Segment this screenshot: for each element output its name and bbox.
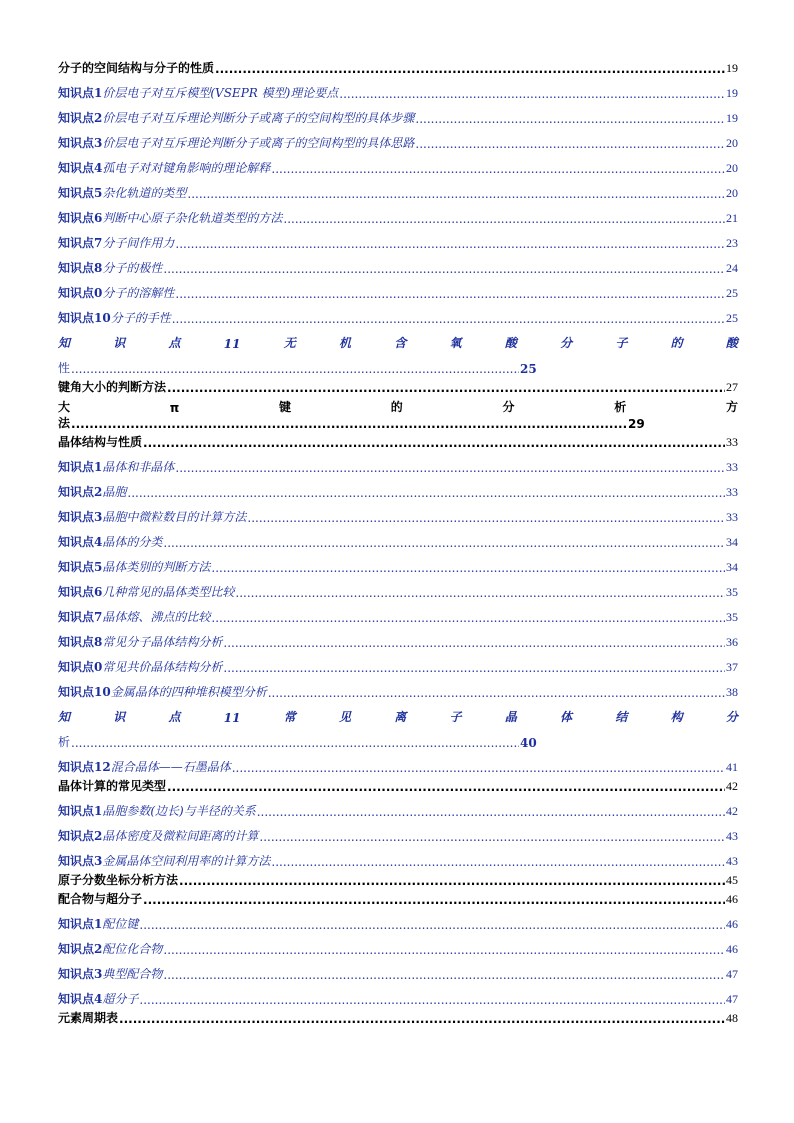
toc-title-char: 体 — [560, 710, 573, 724]
toc-leader-dots — [143, 436, 725, 450]
toc-leader-dots — [175, 461, 725, 475]
toc-subentry[interactable] — [58, 750, 738, 775]
toc-entry-label: 知识点4 — [58, 992, 103, 1006]
toc-entry-title: 晶体和非晶体 — [102, 460, 175, 474]
toc-title-char: 酸 — [725, 336, 738, 350]
toc-leader-dots — [163, 968, 725, 982]
toc-subentry[interactable] — [58, 600, 738, 625]
toc-title-char: 见 — [339, 710, 352, 724]
toc-page-number: 46 — [726, 892, 738, 906]
toc-entry-title: 判断中心原子杂化轨道类型的方法 — [102, 211, 283, 225]
toc-leader-dots — [175, 287, 725, 301]
toc-entry-label: 知识点1 — [58, 804, 103, 818]
toc-entry-title: 孤电子对对键角影响的理论解释 — [102, 161, 271, 175]
toc-page-number: 20 — [726, 161, 738, 175]
toc-entry-label: 知识点2 — [58, 829, 103, 843]
toc-page-number: 29 — [628, 417, 645, 431]
toc-section-entry[interactable] — [58, 1007, 738, 1026]
toc-entry-title: 晶体熔、沸点的比较 — [102, 610, 211, 624]
toc-entry-label: 知识点12 — [58, 760, 111, 774]
toc-entry-title: 常见分子晶体结构分析 — [102, 635, 223, 649]
toc-subentry[interactable] — [58, 500, 738, 525]
toc-title-char: 点 — [168, 336, 181, 350]
toc-entry-title-spread[interactable] — [58, 395, 738, 415]
toc-page-number: 40 — [520, 736, 537, 750]
toc-entry-title: 混合晶体——石墨晶体 — [110, 760, 231, 774]
toc-leader-dots — [143, 893, 725, 907]
toc-leader-dots — [223, 661, 725, 675]
toc-page-number: 24 — [726, 261, 738, 275]
toc-title-char: 析 — [58, 735, 71, 749]
toc-subentry[interactable] — [58, 550, 738, 575]
toc-subentry[interactable] — [58, 575, 738, 600]
toc-subentry[interactable] — [58, 76, 738, 101]
toc-entry-title: 杂化轨道的类型 — [102, 186, 187, 200]
toc-leader-dots — [71, 417, 627, 431]
toc-subentry[interactable] — [58, 982, 738, 1007]
toc-page-number: 23 — [726, 236, 738, 250]
toc-entry-title: 晶体结构与性质 — [58, 435, 143, 449]
toc-leader-dots — [172, 312, 725, 326]
toc-subentry[interactable] — [58, 932, 738, 957]
toc-entry-label: 知识点10 — [58, 311, 111, 325]
toc-entry-title-spread[interactable] — [58, 326, 738, 351]
toc-title-char: 常 — [283, 710, 296, 724]
toc-leader-dots — [119, 1012, 725, 1026]
toc-entry-label: 知识点7 — [58, 236, 103, 250]
toc-page-number: 34 — [726, 560, 738, 574]
toc-leader-dots — [415, 112, 725, 126]
toc-leader-dots — [163, 262, 725, 276]
toc-page-number: 33 — [726, 510, 738, 524]
toc-title-char: 无 — [283, 336, 296, 350]
toc-leader-dots — [415, 137, 725, 151]
toc-leader-dots — [167, 780, 725, 794]
toc-subentry[interactable] — [58, 176, 738, 201]
toc-page-number: 35 — [726, 610, 738, 624]
toc-subentry[interactable] — [58, 301, 738, 326]
toc-page-number: 35 — [726, 585, 738, 599]
toc-page-number: 27 — [726, 380, 738, 394]
toc-entry-title-continued[interactable] — [58, 351, 738, 376]
toc-entry-title: 常见共价晶体结构分析 — [102, 660, 223, 674]
toc-leader-dots — [271, 162, 725, 176]
toc-subentry[interactable] — [58, 844, 738, 869]
toc-entry-title: 金属晶体的四种堆积模型分析 — [110, 685, 267, 699]
toc-entry-label: 知识点3 — [58, 510, 103, 524]
toc-leader-dots — [167, 381, 725, 395]
toc-title-char: 酸 — [504, 336, 517, 350]
toc-subentry[interactable] — [58, 957, 738, 982]
toc-entry-title: 价层电子对互斥理论判断分子或离子的空间构型的具体步骤 — [102, 111, 415, 125]
toc-subentry[interactable] — [58, 650, 738, 675]
toc-entry-label: 知识点7 — [58, 610, 103, 624]
toc-subentry[interactable] — [58, 151, 738, 176]
toc-section-entry[interactable] — [58, 376, 738, 395]
toc-title-char: π — [169, 401, 180, 415]
toc-subentry[interactable] — [58, 794, 738, 819]
table-of-contents — [58, 57, 738, 1026]
toc-entry-title: 分子的手性 — [110, 311, 171, 325]
toc-title-char: 子 — [615, 336, 628, 350]
toc-leader-dots — [163, 536, 725, 550]
toc-leader-dots — [211, 561, 725, 575]
toc-subentry[interactable] — [58, 819, 738, 844]
toc-entry-title: 分子的极性 — [102, 261, 163, 275]
toc-page-number: 20 — [726, 136, 738, 150]
toc-subentry[interactable] — [58, 251, 738, 276]
toc-subentry[interactable] — [58, 101, 738, 126]
toc-page-number: 19 — [726, 111, 738, 125]
toc-entry-label: 知识点1 — [58, 86, 103, 100]
toc-title-char: 11 — [223, 337, 241, 351]
toc-entry-label: 知识点1 — [58, 917, 103, 931]
toc-entry-title: 配合物与超分子 — [58, 892, 143, 906]
toc-section-entry[interactable] — [58, 869, 738, 888]
toc-entry-title: 分子的空间结构与分子的性质 — [58, 61, 215, 75]
toc-entry-title: 金属晶体空间利用率的计算方法 — [102, 854, 271, 868]
toc-title-char: 的 — [390, 400, 403, 414]
toc-title-char: 11 — [223, 711, 241, 725]
toc-leader-dots — [211, 611, 725, 625]
toc-subentry[interactable] — [58, 625, 738, 650]
toc-entry-title: 分子间作用力 — [102, 236, 175, 250]
toc-subentry[interactable] — [58, 907, 738, 932]
toc-entry-title: 几种常见的晶体类型比较 — [102, 585, 235, 599]
toc-page-number: 25 — [520, 362, 537, 376]
toc-subentry[interactable] — [58, 475, 738, 500]
toc-page-number: 47 — [726, 992, 738, 1006]
toc-title-char: 识 — [113, 336, 126, 350]
toc-title-char: 分 — [502, 400, 515, 414]
toc-title-char: 晶 — [504, 710, 517, 724]
toc-entry-title: 晶体的分类 — [102, 535, 163, 549]
toc-page-number: 47 — [726, 967, 738, 981]
toc-page-number: 19 — [726, 86, 738, 100]
toc-entry-label: 知识点8 — [58, 635, 103, 649]
toc-leader-dots — [235, 586, 725, 600]
toc-entry-title: 配位化合物 — [102, 942, 163, 956]
toc-entry-label: 知识点2 — [58, 485, 103, 499]
toc-entry-label: 知识点3 — [58, 967, 103, 981]
toc-section-entry[interactable] — [58, 888, 738, 907]
toc-title-char: 分 — [560, 336, 573, 350]
toc-entry-label: 知识点0 — [58, 286, 103, 300]
toc-leader-dots — [187, 187, 725, 201]
toc-leader-dots — [163, 943, 725, 957]
toc-entry-label: 知识点5 — [58, 186, 103, 200]
toc-leader-dots — [179, 874, 725, 888]
toc-page-number: 46 — [726, 917, 738, 931]
toc-leader-dots — [268, 686, 725, 700]
toc-leader-dots — [339, 87, 725, 101]
toc-entry-label: 知识点2 — [58, 942, 103, 956]
toc-entry-label: 知识点6 — [58, 585, 103, 599]
toc-title-char: 的 — [670, 336, 683, 350]
toc-page-number: 19 — [726, 61, 738, 75]
toc-leader-dots — [71, 736, 519, 750]
toc-page-number: 20 — [726, 186, 738, 200]
toc-page-number: 25 — [726, 286, 738, 300]
toc-title-char: 结 — [615, 710, 628, 724]
toc-entry-label: 知识点1 — [58, 460, 103, 474]
toc-title-char: 识 — [113, 710, 126, 724]
toc-leader-dots — [223, 636, 725, 650]
toc-section-entry[interactable] — [58, 57, 738, 76]
toc-leader-dots — [127, 486, 725, 500]
toc-entry-label: 知识点4 — [58, 161, 103, 175]
toc-title-char: 构 — [670, 710, 683, 724]
toc-subentry[interactable] — [58, 276, 738, 301]
toc-title-char: 性 — [58, 361, 71, 375]
toc-leader-dots — [257, 805, 725, 819]
toc-subentry[interactable] — [58, 226, 738, 251]
toc-title-char: 机 — [339, 336, 352, 350]
toc-leader-dots — [175, 237, 725, 251]
toc-entry-label: 知识点10 — [58, 685, 111, 699]
toc-leader-dots — [259, 830, 725, 844]
toc-entry-label: 知识点4 — [58, 535, 103, 549]
toc-entry-label: 知识点2 — [58, 111, 103, 125]
toc-title-char: 含 — [394, 336, 407, 350]
toc-page-number: 33 — [726, 485, 738, 499]
toc-subentry[interactable] — [58, 525, 738, 550]
toc-entry-title: 晶体计算的常见类型 — [58, 779, 167, 793]
toc-entry-title: 分子的溶解性 — [102, 286, 175, 300]
toc-subentry[interactable] — [58, 675, 738, 700]
toc-leader-dots — [247, 511, 725, 525]
toc-page-number: 45 — [726, 873, 738, 887]
toc-page-number: 42 — [726, 804, 738, 818]
toc-entry-label: 知识点3 — [58, 136, 103, 150]
toc-title-char: 分 — [725, 710, 738, 724]
toc-page-number: 36 — [726, 635, 738, 649]
toc-subentry[interactable] — [58, 201, 738, 226]
toc-entry-label: 知识点8 — [58, 261, 103, 275]
toc-title-char: 氧 — [449, 336, 462, 350]
toc-leader-dots — [283, 212, 725, 226]
toc-page-number: 48 — [726, 1011, 738, 1025]
toc-page-number: 33 — [726, 460, 738, 474]
toc-leader-dots — [71, 362, 519, 376]
toc-leader-dots — [271, 855, 725, 869]
toc-entry-title: 超分子 — [102, 992, 139, 1006]
toc-entry-title: 价层电子对互斥模型(VSEPR 模型)理论要点 — [102, 86, 339, 100]
toc-title-char: 点 — [168, 710, 181, 724]
toc-entry-title-spread[interactable] — [58, 700, 738, 725]
toc-page-number: 21 — [726, 211, 738, 225]
toc-entry-title: 晶体类别的判断方法 — [102, 560, 211, 574]
toc-section-entry[interactable] — [58, 431, 738, 450]
toc-entry-title: 晶体密度及微粒间距离的计算 — [102, 829, 259, 843]
toc-title-char: 子 — [449, 710, 462, 724]
toc-entry-title-continued[interactable] — [58, 725, 738, 750]
toc-entry-title: 原子分数坐标分析方法 — [58, 873, 179, 887]
toc-page-number: 38 — [726, 685, 738, 699]
toc-title-char: 知 — [58, 336, 71, 350]
toc-title-char: 法 — [58, 416, 71, 430]
toc-page-number: 46 — [726, 942, 738, 956]
toc-page-number: 43 — [726, 854, 738, 868]
toc-entry-title: 晶胞参数(边长)与半径的关系 — [102, 804, 256, 818]
toc-page-number: 33 — [726, 435, 738, 449]
toc-entry-title: 价层电子对互斥理论判断分子或离子的空间构型的具体思路 — [102, 136, 415, 150]
toc-entry-title: 元素周期表 — [58, 1011, 119, 1025]
toc-entry-title-continued[interactable] — [58, 415, 738, 431]
toc-title-char: 析 — [614, 400, 627, 414]
toc-leader-dots — [139, 993, 725, 1007]
toc-entry-label: 知识点6 — [58, 211, 103, 225]
toc-page-number: 34 — [726, 535, 738, 549]
toc-entry-label: 知识点0 — [58, 660, 103, 674]
toc-page-number: 42 — [726, 779, 738, 793]
toc-title-char: 知 — [58, 710, 71, 724]
toc-page-number: 41 — [726, 760, 738, 774]
toc-subentry[interactable] — [58, 126, 738, 151]
toc-subentry[interactable] — [58, 450, 738, 475]
toc-section-entry[interactable] — [58, 775, 738, 794]
toc-title-char: 大 — [58, 400, 71, 414]
toc-title-char: 方 — [725, 400, 738, 414]
toc-entry-title: 典型配合物 — [102, 967, 163, 981]
toc-entry-title: 配位键 — [102, 917, 139, 931]
toc-entry-label: 知识点5 — [58, 560, 103, 574]
toc-title-char: 离 — [394, 710, 407, 724]
toc-leader-dots — [232, 761, 725, 775]
toc-page-number: 25 — [726, 311, 738, 325]
toc-title-char: 键 — [278, 400, 291, 414]
toc-page-number: 43 — [726, 829, 738, 843]
toc-entry-label: 知识点3 — [58, 854, 103, 868]
toc-entry-title: 晶胞中微粒数目的计算方法 — [102, 510, 247, 524]
toc-page-number: 37 — [726, 660, 738, 674]
toc-leader-dots — [215, 62, 725, 76]
toc-leader-dots — [139, 918, 725, 932]
toc-entry-title: 键角大小的判断方法 — [58, 380, 167, 394]
toc-entry-title: 晶胞 — [102, 485, 127, 499]
